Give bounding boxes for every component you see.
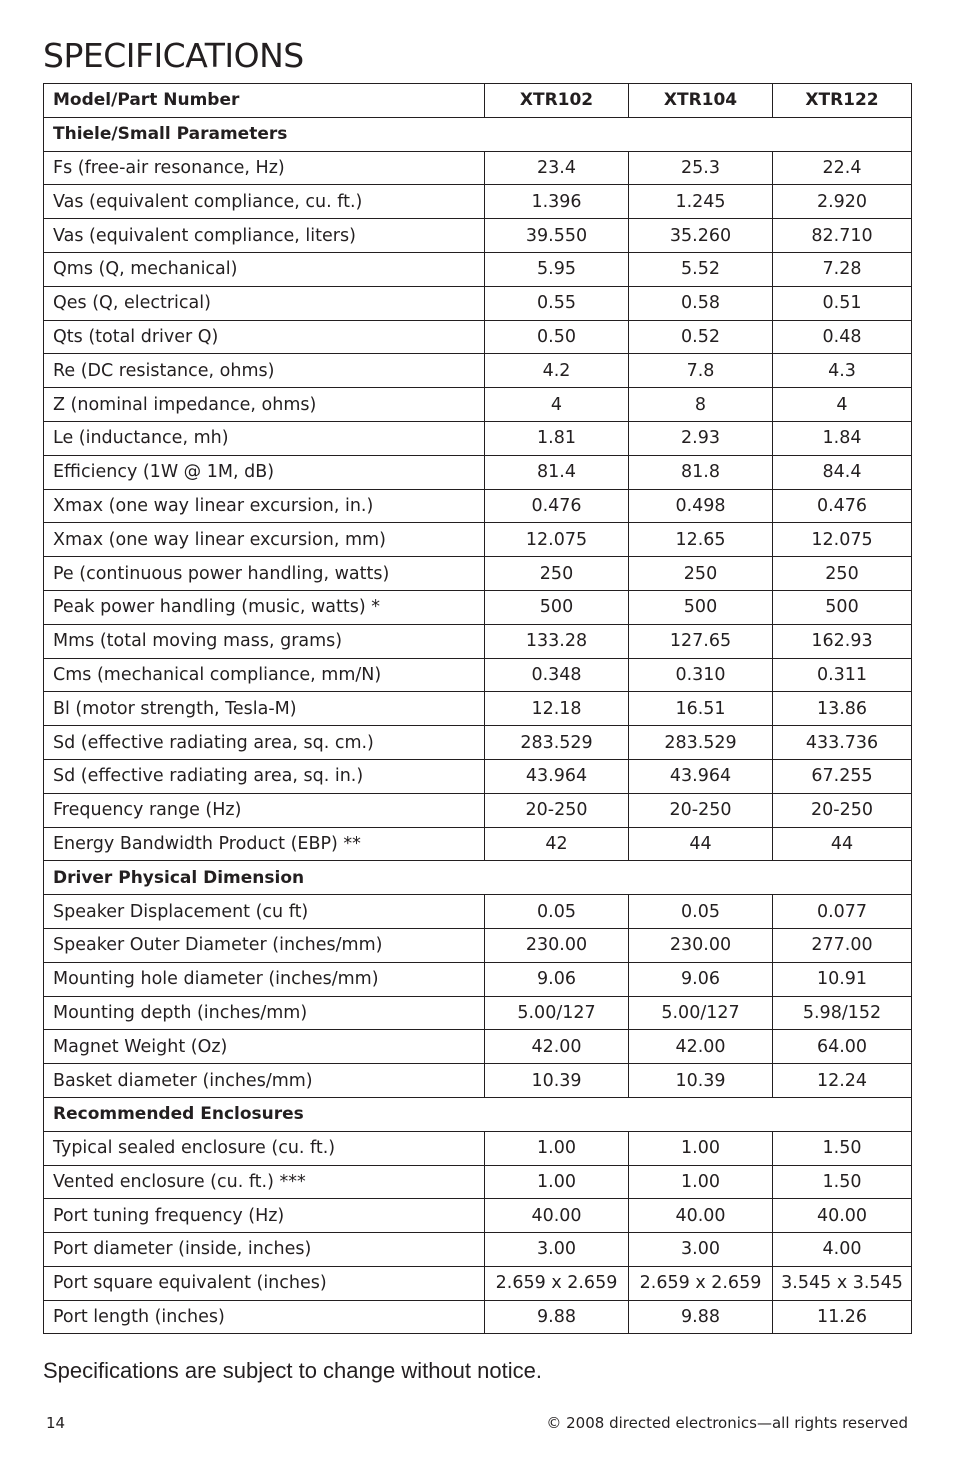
- parameter-label: Typical sealed enclosure (cu. ft.): [44, 1131, 485, 1165]
- value-cell: 44: [773, 827, 912, 861]
- header-model-xtr104: XTR104: [629, 84, 773, 118]
- value-cell: 500: [485, 590, 629, 624]
- value-cell: 1.00: [629, 1165, 773, 1199]
- parameter-label: Frequency range (Hz): [44, 793, 485, 827]
- section-row: [44, 1097, 912, 1131]
- table-row: [44, 928, 912, 962]
- table-row: [44, 252, 912, 286]
- table-row: [44, 421, 912, 455]
- value-cell: 250: [485, 557, 629, 591]
- parameter-label: Xmax (one way linear excursion, in.): [44, 489, 485, 523]
- value-cell: 10.39: [485, 1064, 629, 1098]
- table-row: [44, 455, 912, 489]
- value-cell: 4: [485, 388, 629, 422]
- value-cell: 2.659 x 2.659: [629, 1266, 773, 1300]
- table-row: [44, 996, 912, 1030]
- value-cell: 0.476: [485, 489, 629, 523]
- value-cell: 0.58: [629, 286, 773, 320]
- parameter-label: Vas (equivalent compliance, liters): [44, 219, 485, 253]
- value-cell: 0.498: [629, 489, 773, 523]
- table-row: [44, 489, 912, 523]
- value-cell: 1.81: [485, 421, 629, 455]
- value-cell: 0.310: [629, 658, 773, 692]
- header-label-cell: Model/Part Number: [44, 84, 485, 118]
- value-cell: 4.2: [485, 354, 629, 388]
- table-row: [44, 692, 912, 726]
- parameter-label: Bl (motor strength, Tesla-M): [44, 692, 485, 726]
- value-cell: 42.00: [629, 1030, 773, 1064]
- parameter-label: Port tuning frequency (Hz): [44, 1199, 485, 1233]
- table-row: [44, 354, 912, 388]
- section-heading: Driver Physical Dimension: [44, 861, 912, 895]
- value-cell: 277.00: [773, 928, 912, 962]
- value-cell: 0.50: [485, 320, 629, 354]
- parameter-label: Qes (Q, electrical): [44, 286, 485, 320]
- table-row: [44, 726, 912, 760]
- parameter-label: Speaker Displacement (cu ft): [44, 895, 485, 929]
- value-cell: 0.348: [485, 658, 629, 692]
- section-row: [44, 861, 912, 895]
- value-cell: 9.88: [485, 1300, 629, 1334]
- value-cell: 12.075: [485, 523, 629, 557]
- value-cell: 8: [629, 388, 773, 422]
- table-row: [44, 895, 912, 929]
- value-cell: 4.3: [773, 354, 912, 388]
- table-row: [44, 523, 912, 557]
- value-cell: 433.736: [773, 726, 912, 760]
- parameter-label: Le (inductance, mh): [44, 421, 485, 455]
- value-cell: 1.00: [485, 1165, 629, 1199]
- section-heading: Thiele/Small Parameters: [44, 117, 912, 151]
- parameter-label: Cms (mechanical compliance, mm/N): [44, 658, 485, 692]
- section-row: [44, 117, 912, 151]
- table-header-row: [44, 84, 912, 118]
- value-cell: 4: [773, 388, 912, 422]
- value-cell: 5.95: [485, 252, 629, 286]
- value-cell: 12.24: [773, 1064, 912, 1098]
- parameter-label: Port diameter (inside, inches): [44, 1233, 485, 1267]
- value-cell: 11.26: [773, 1300, 912, 1334]
- table-row: [44, 590, 912, 624]
- parameter-label: Re (DC resistance, ohms): [44, 354, 485, 388]
- value-cell: 162.93: [773, 624, 912, 658]
- table-row: [44, 1165, 912, 1199]
- value-cell: 1.245: [629, 185, 773, 219]
- specifications-table: [43, 83, 912, 1334]
- value-cell: 3.00: [485, 1233, 629, 1267]
- value-cell: 20-250: [629, 793, 773, 827]
- value-cell: 2.920: [773, 185, 912, 219]
- value-cell: 1.84: [773, 421, 912, 455]
- value-cell: 5.52: [629, 252, 773, 286]
- value-cell: 12.075: [773, 523, 912, 557]
- value-cell: 283.529: [629, 726, 773, 760]
- value-cell: 0.51: [773, 286, 912, 320]
- value-cell: 40.00: [773, 1199, 912, 1233]
- value-cell: 16.51: [629, 692, 773, 726]
- value-cell: 23.4: [485, 151, 629, 185]
- table-row: [44, 759, 912, 793]
- parameter-label: Sd (effective radiating area, sq. in.): [44, 759, 485, 793]
- value-cell: 0.05: [485, 895, 629, 929]
- value-cell: 67.255: [773, 759, 912, 793]
- value-cell: 12.18: [485, 692, 629, 726]
- value-cell: 1.50: [773, 1131, 912, 1165]
- value-cell: 42.00: [485, 1030, 629, 1064]
- table-row: [44, 1064, 912, 1098]
- parameter-label: Port length (inches): [44, 1300, 485, 1334]
- value-cell: 127.65: [629, 624, 773, 658]
- parameter-label: Qms (Q, mechanical): [44, 252, 485, 286]
- specifications-table-body: [44, 84, 912, 1334]
- table-row: [44, 151, 912, 185]
- value-cell: 250: [773, 557, 912, 591]
- value-cell: 2.93: [629, 421, 773, 455]
- value-cell: 20-250: [773, 793, 912, 827]
- value-cell: 43.964: [485, 759, 629, 793]
- value-cell: 1.396: [485, 185, 629, 219]
- value-cell: 283.529: [485, 726, 629, 760]
- value-cell: 64.00: [773, 1030, 912, 1064]
- section-heading: Recommended Enclosures: [44, 1097, 912, 1131]
- parameter-label: Mounting depth (inches/mm): [44, 996, 485, 1030]
- table-row: [44, 1300, 912, 1334]
- parameter-label: Vented enclosure (cu. ft.) ***: [44, 1165, 485, 1199]
- value-cell: 230.00: [629, 928, 773, 962]
- table-row: [44, 1131, 912, 1165]
- value-cell: 42: [485, 827, 629, 861]
- value-cell: 0.077: [773, 895, 912, 929]
- parameter-label: Mounting hole diameter (inches/mm): [44, 962, 485, 996]
- value-cell: 500: [629, 590, 773, 624]
- value-cell: 0.55: [485, 286, 629, 320]
- value-cell: 22.4: [773, 151, 912, 185]
- value-cell: 0.476: [773, 489, 912, 523]
- header-model-xtr122: XTR122: [773, 84, 912, 118]
- value-cell: 0.311: [773, 658, 912, 692]
- parameter-label: Basket diameter (inches/mm): [44, 1064, 485, 1098]
- value-cell: 10.39: [629, 1064, 773, 1098]
- value-cell: 9.06: [629, 962, 773, 996]
- table-row: [44, 962, 912, 996]
- parameter-label: Qts (total driver Q): [44, 320, 485, 354]
- page-number: 14: [46, 1414, 66, 1432]
- value-cell: 1.00: [629, 1131, 773, 1165]
- value-cell: 500: [773, 590, 912, 624]
- value-cell: 2.659 x 2.659: [485, 1266, 629, 1300]
- value-cell: 20-250: [485, 793, 629, 827]
- table-row: [44, 793, 912, 827]
- parameter-label: Xmax (one way linear excursion, mm): [44, 523, 485, 557]
- parameter-label: Sd (effective radiating area, sq. cm.): [44, 726, 485, 760]
- table-row: [44, 286, 912, 320]
- value-cell: 39.550: [485, 219, 629, 253]
- value-cell: 10.91: [773, 962, 912, 996]
- parameter-label: Mms (total moving mass, grams): [44, 624, 485, 658]
- table-row: [44, 185, 912, 219]
- value-cell: 3.00: [629, 1233, 773, 1267]
- table-row: [44, 624, 912, 658]
- value-cell: 1.50: [773, 1165, 912, 1199]
- value-cell: 9.06: [485, 962, 629, 996]
- value-cell: 82.710: [773, 219, 912, 253]
- value-cell: 0.05: [629, 895, 773, 929]
- parameter-label: Efficiency (1W @ 1M, dB): [44, 455, 485, 489]
- value-cell: 7.28: [773, 252, 912, 286]
- table-row: [44, 1266, 912, 1300]
- value-cell: 13.86: [773, 692, 912, 726]
- table-row: [44, 827, 912, 861]
- table-row: [44, 658, 912, 692]
- parameter-label: Magnet Weight (Oz): [44, 1030, 485, 1064]
- parameter-label: Port square equivalent (inches): [44, 1266, 485, 1300]
- value-cell: 0.52: [629, 320, 773, 354]
- value-cell: 3.545 x 3.545: [773, 1266, 912, 1300]
- value-cell: 5.98/152: [773, 996, 912, 1030]
- value-cell: 5.00/127: [629, 996, 773, 1030]
- value-cell: 43.964: [629, 759, 773, 793]
- table-row: [44, 219, 912, 253]
- value-cell: 40.00: [485, 1199, 629, 1233]
- table-row: [44, 557, 912, 591]
- parameter-label: Speaker Outer Diameter (inches/mm): [44, 928, 485, 962]
- value-cell: 4.00: [773, 1233, 912, 1267]
- header-model-xtr102: XTR102: [485, 84, 629, 118]
- parameter-label: Energy Bandwidth Product (EBP) **: [44, 827, 485, 861]
- value-cell: 81.4: [485, 455, 629, 489]
- value-cell: 0.48: [773, 320, 912, 354]
- copyright-notice: © 2008 directed electronics—all rights reserved: [546, 1414, 908, 1432]
- value-cell: 35.260: [629, 219, 773, 253]
- value-cell: 40.00: [629, 1199, 773, 1233]
- value-cell: 133.28: [485, 624, 629, 658]
- parameter-label: Pe (continuous power handling, watts): [44, 557, 485, 591]
- value-cell: 44: [629, 827, 773, 861]
- value-cell: 250: [629, 557, 773, 591]
- disclaimer-note: Specifications are subject to change without notice.: [43, 1358, 542, 1383]
- parameter-label: Vas (equivalent compliance, cu. ft.): [44, 185, 485, 219]
- table-row: [44, 1233, 912, 1267]
- table-row: [44, 388, 912, 422]
- table-row: [44, 1030, 912, 1064]
- value-cell: 1.00: [485, 1131, 629, 1165]
- table-row: [44, 320, 912, 354]
- value-cell: 7.8: [629, 354, 773, 388]
- value-cell: 84.4: [773, 455, 912, 489]
- parameter-label: Z (nominal impedance, ohms): [44, 388, 485, 422]
- value-cell: 12.65: [629, 523, 773, 557]
- table-row: [44, 1199, 912, 1233]
- value-cell: 25.3: [629, 151, 773, 185]
- parameter-label: Peak power handling (music, watts) *: [44, 590, 485, 624]
- value-cell: 9.88: [629, 1300, 773, 1334]
- value-cell: 81.8: [629, 455, 773, 489]
- page-title: SPECIFICATIONS: [43, 36, 304, 75]
- parameter-label: Fs (free-air resonance, Hz): [44, 151, 485, 185]
- value-cell: 230.00: [485, 928, 629, 962]
- value-cell: 5.00/127: [485, 996, 629, 1030]
